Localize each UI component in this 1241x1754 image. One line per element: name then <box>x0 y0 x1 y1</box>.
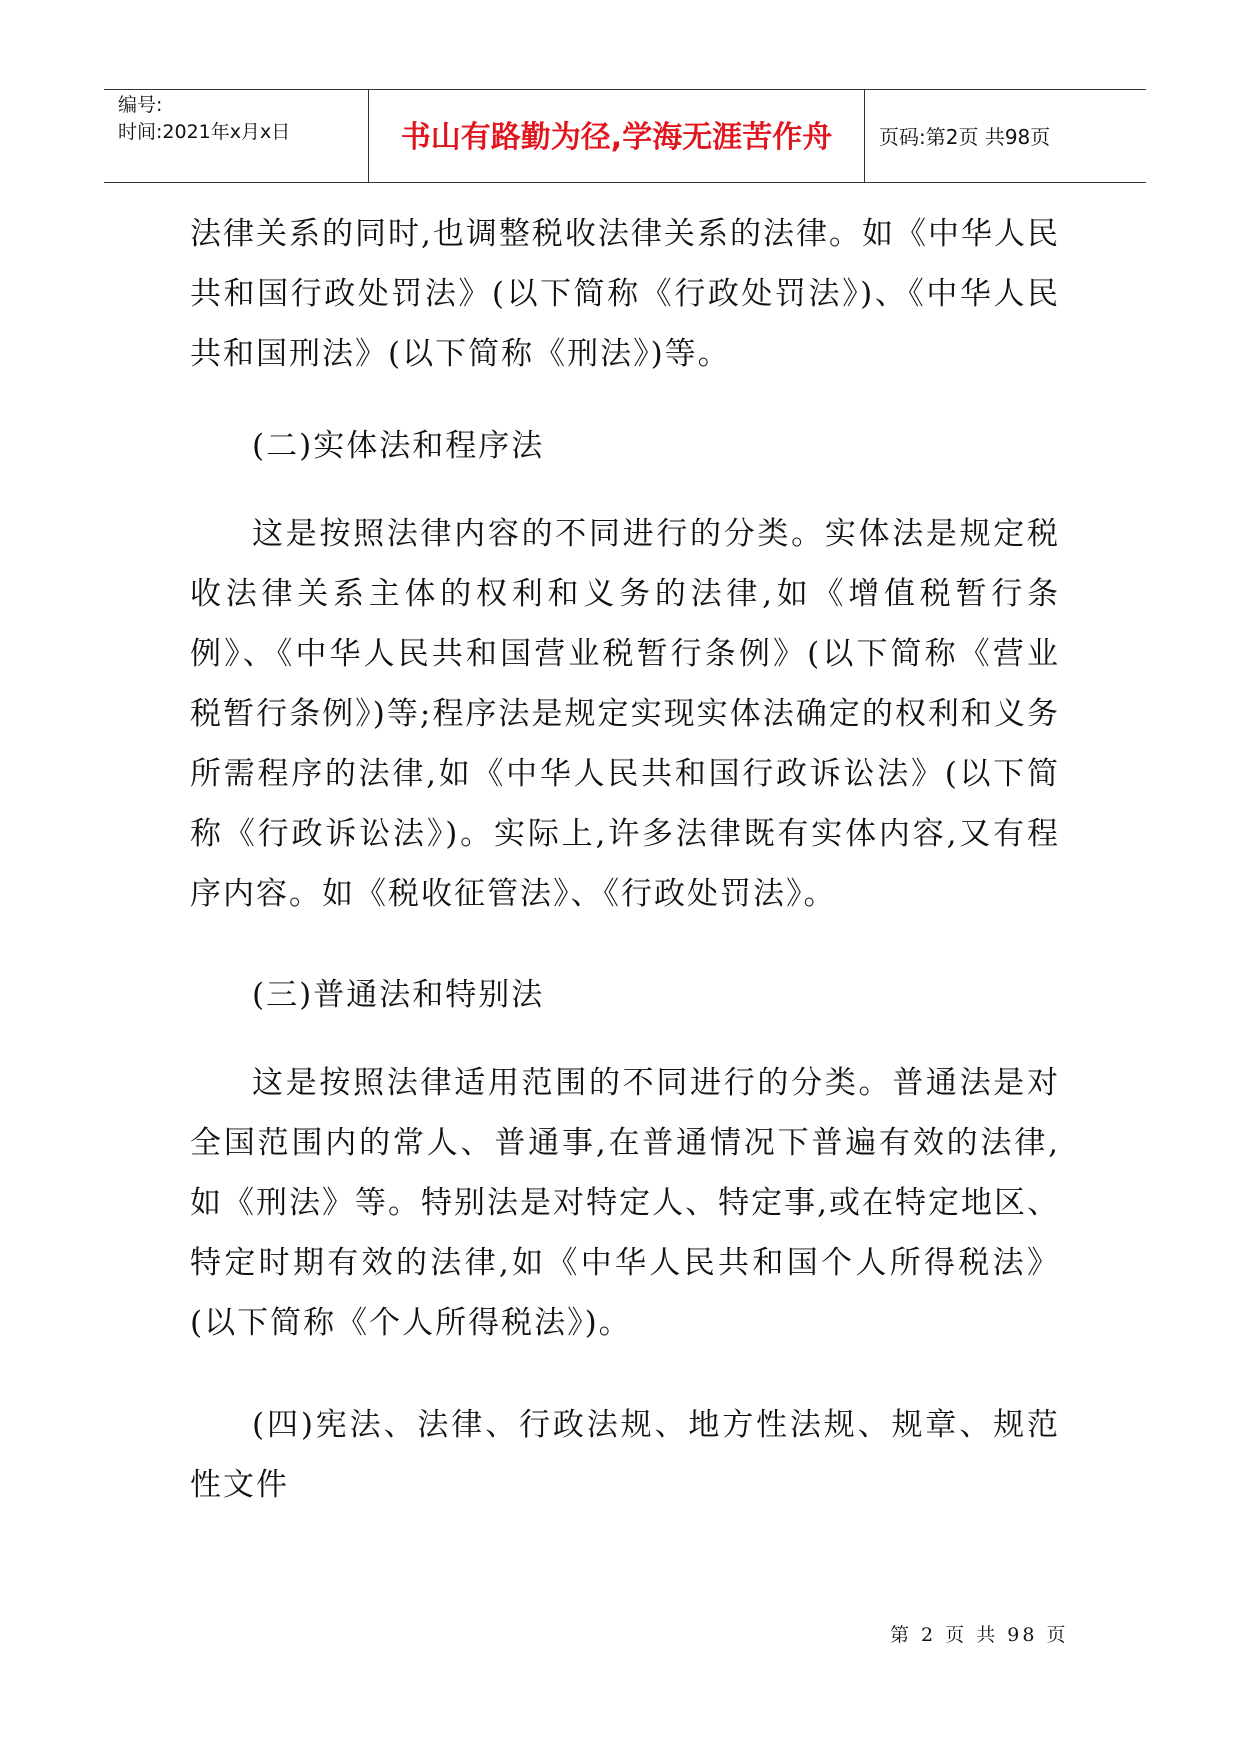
header-motto: 书山有路勤为径,学海无涯苦作舟 <box>400 120 833 155</box>
page-footer: 第 2 页 共 98 页 <box>890 1624 1069 1646</box>
section-heading: (三)普通法和特别法 <box>252 977 545 1013</box>
header-motto-cell <box>369 90 865 182</box>
header-page-cell <box>865 90 1146 182</box>
header-page-code: 页码:第2页 共98页 <box>879 125 1051 149</box>
body-paragraph: 这是按照法律内容的不同进行的分类。实体法是规定税收法律关系主体的权利和义务的法律,如《增值税暂行条例》、《中华人民共和国营业税暂行条例》(以下简称《营业税暂行条例》)等;程序法是规定实现实体法确定的权利和义务所需程序的法律,如《中华人民共和国行政诉讼法》(以下简称《行政诉讼法》)。实际上,许多法律既有实体内容,又有程序内容。如《税收征管法》、《行政处罚法》。 <box>190 516 1060 912</box>
section-heading: (二)实体法和程序法 <box>252 428 545 464</box>
body-paragraph: 法律关系的同时,也调整税收法律关系的法律。如《中华人民共和国行政处罚法》(以下简称《行政处罚法》)、《中华人民共和国刑法》(以下简称《刑法》)等。 <box>190 216 1060 372</box>
body-paragraph: 这是按照法律适用范围的不同进行的分类。普通法是对全国范围内的常人、普通事,在普通情况下普遍有效的法律,如《刑法》等。特别法是对特定人、特定事,或在特定地区、特定时期有效的法律,如《中华人民共和国个人所得税法》(以下简称《个人所得税法》)。 <box>190 1065 1060 1341</box>
document-number-label: 编号: <box>118 94 163 116</box>
document-time-label: 时间:2021年x月x日 <box>118 121 291 143</box>
page-header <box>104 89 1146 183</box>
section-heading: (四)宪法、法律、行政法规、地方性法规、规章、规范性文件 <box>190 1407 1060 1503</box>
header-meta-cell <box>104 90 369 182</box>
